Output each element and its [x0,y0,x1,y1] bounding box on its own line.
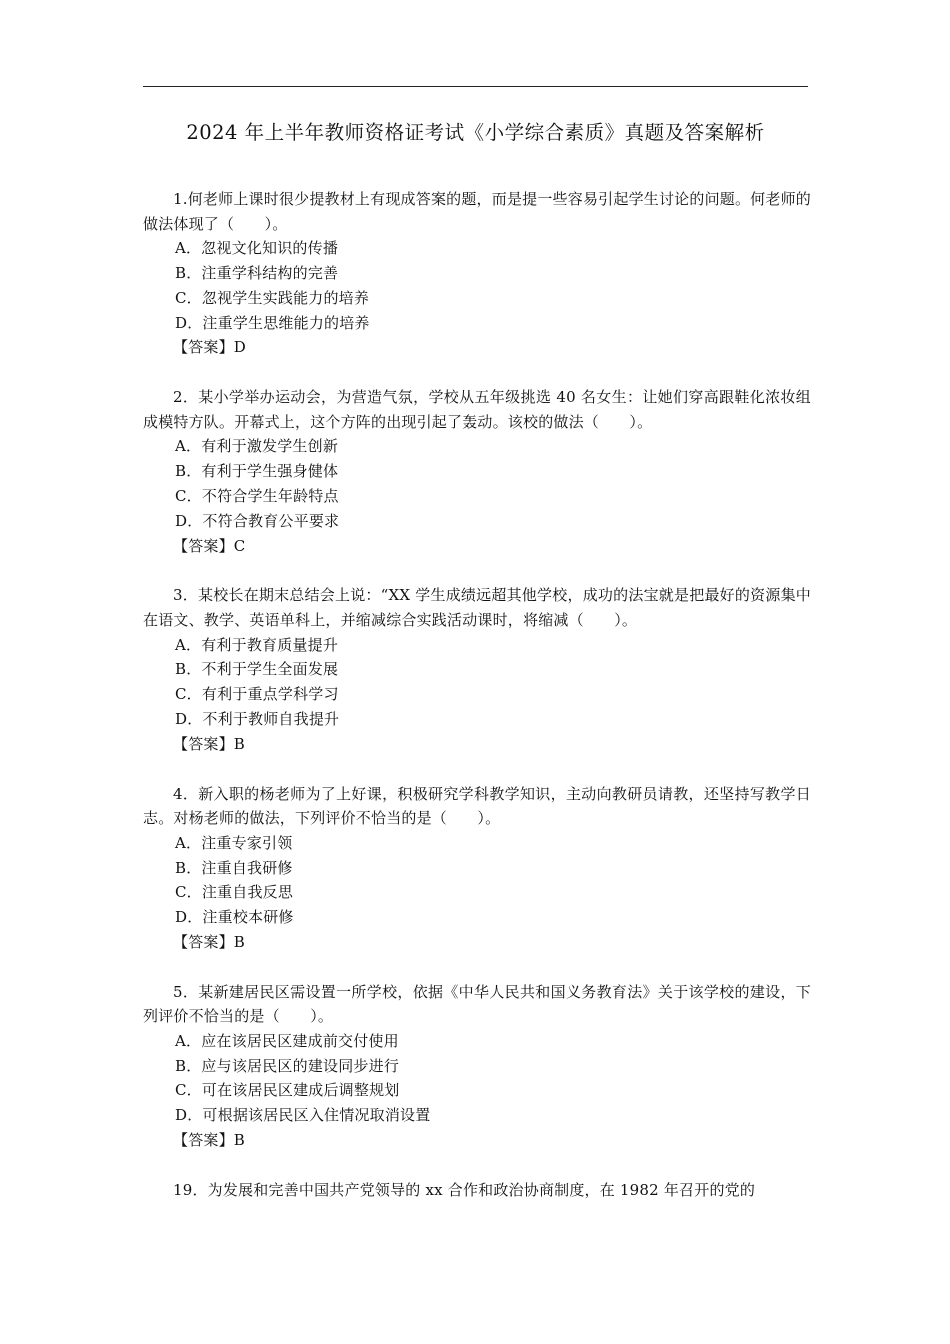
option-d: D．不利于教师自我提升 [175,709,340,728]
question-stem: 2．某小学举办运动会，为营造气氛，学校从五年级挑选 40 名女生：让她们穿高跟鞋化浓妆组成模特方队。开幕式上，这个方阵的出现引起了轰动。该校的做法（ ）。 [143,388,811,431]
option-c: C．不符合学生年龄特点 [175,486,339,505]
option-b: B．应与该居民区的建设同步进行 [175,1056,400,1075]
option-b: B．注重自我研修 [175,858,293,877]
option-d: D．注重校本研修 [175,908,294,927]
question-stem: 19．为发展和完善中国共产党领导的 xx 合作和政治协商制度，在 1982 年召开的党的 [173,1180,756,1199]
question-4 [143,782,811,955]
question-stem: 5．某新建居民区需设置一所学校，依据《中华人民共和国义务教育法》关于该学校的建设，下列评价不恰当的是（ ）。 [143,982,811,1026]
option-b: B．注重学科结构的完善 [175,263,339,282]
option-c: C．忽视学生实践能力的培养 [175,288,370,307]
option-a: A．有利于教育质量提升 [175,635,339,654]
answer: 【答案】D [173,338,247,357]
option-c: C．可在该居民区建成后调整规划 [175,1081,400,1100]
option-c: C．注重自我反思 [175,883,294,902]
answer: 【答案】B [173,734,246,753]
header-rule [143,86,808,87]
option-b: B．有利于学生强身健体 [175,462,339,481]
option-a: A．有利于激发学生创新 [175,437,339,456]
option-a: A．忽视文化知识的传播 [175,239,339,258]
question-stem: 1.何老师上课时很少提教材上有现成答案的题，而是提一些容易引起学生讨论的问题。何老师的做法体现了（ ）。 [143,190,811,233]
option-c: C．有利于重点学科学习 [175,685,339,704]
question-stem: 4．新入职的杨老师为了上好课，积极研究学科教学知识，主动向教研员请教，还坚持写教学日志。对杨老师的做法，下列评价不恰当的是（ ）。 [143,784,811,828]
option-b: B．不利于学生全面发展 [175,660,339,679]
answer: 【答案】B [173,1131,246,1150]
answer: 【答案】B [173,932,246,951]
option-d: D．不符合教育公平要求 [175,511,340,530]
option-d: D．注重学生思维能力的培养 [175,313,370,332]
option-a: A．应在该居民区建成前交付使用 [175,1031,399,1050]
document-body [143,187,811,1202]
question-2 [143,385,811,558]
answer: 【答案】C [173,536,246,555]
option-a: A．注重专家引领 [175,833,293,852]
question-19 [143,1178,811,1203]
option-d: D．可根据该居民区入住情况取消设置 [175,1106,431,1125]
document-title: 2024 年上半年教师资格证考试《小学综合素质》真题及答案解析 [186,121,765,144]
question-5 [143,980,811,1153]
question-stem: 3．某校长在期末总结会上说：“XX 学生成绩远超其他学校，成功的法宝就是把最好的资源集中在语文、教学、英语单科上，并缩减综合实践活动课时，将缩减（ ）。 [143,586,811,629]
question-1 [143,187,811,360]
question-3 [143,583,811,756]
